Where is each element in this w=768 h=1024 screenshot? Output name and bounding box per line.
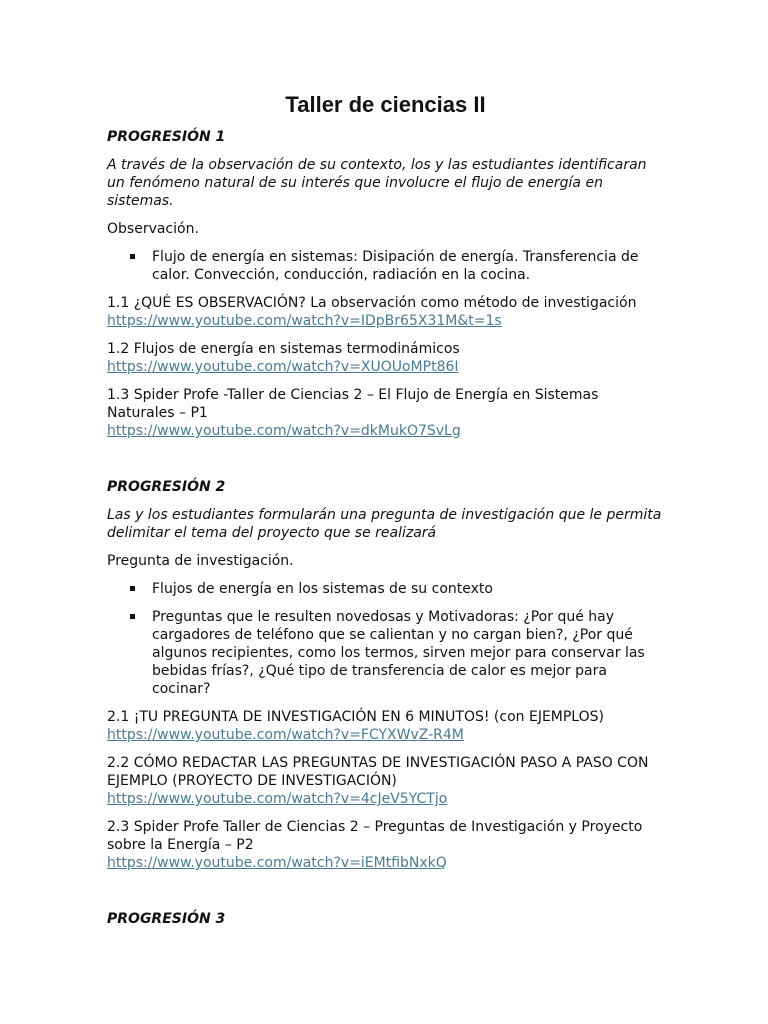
resource-item <box>107 754 667 808</box>
progression-1-section <box>107 128 667 440</box>
resource-item <box>107 818 667 872</box>
resource-item <box>107 386 667 440</box>
resource-title: 2.3 Spider Profe Taller de Ciencias 2 – Preguntas de Investigación y Proyecto sobre la Energía – P2 <box>107 819 643 853</box>
bullet-list <box>107 580 667 698</box>
progression-heading: PROGRESIÓN 2 <box>107 479 226 495</box>
progression-intro: A través de la observación de su contexto, los y las estudiantes identificaran un fenómeno natural de su interés que involucre el flujo de energía en sistemas. <box>107 157 647 209</box>
resource-title: 1.2 Flujos de energía en sistemas termodinámicos <box>107 341 460 357</box>
progression-3-section <box>107 910 667 928</box>
bullet-item: Flujo de energía en sistemas: Disipación de energía. Transferencia de calor. Convección, conducción, radiación en la cocina. <box>107 248 667 284</box>
bullet-item: Preguntas que le resulten novedosas y Motivadoras: ¿Por qué hay cargadores de teléfono que se calientan y no cargan bien?, ¿Por qué algunos recipientes, como los termos, sirven mejor para conservar las bebidas frías?, ¿Qué tipo de transferencia de calor es mejor para cocinar? <box>107 608 667 698</box>
progression-2-section <box>107 478 667 872</box>
resource-title: 2.2 CÓMO REDACTAR LAS PREGUNTAS DE INVESTIGACIÓN PASO A PASO CON EJEMPLO (PROYECTO DE INVESTIGACIÓN) <box>107 755 649 789</box>
progression-intro: Las y los estudiantes formularán una pregunta de investigación que le permita delimitar el tema del proyecto que se realizará <box>107 507 662 541</box>
progression-subtitle: Observación. <box>107 221 199 237</box>
resource-item <box>107 708 667 744</box>
section-spacer <box>107 882 667 910</box>
section-spacer <box>107 450 667 478</box>
resource-item <box>107 340 667 376</box>
resource-title: 1.3 Spider Profe -Taller de Ciencias 2 – El Flujo de Energía en Sistemas Naturales – P1 <box>107 387 599 421</box>
document-content <box>107 88 667 938</box>
document-title: Taller de ciencias II <box>285 92 486 117</box>
resource-title: 1.1 ¿QUÉ ES OBSERVACIÓN? La observación como método de investigación <box>107 295 637 311</box>
youtube-link[interactable]: https://www.youtube.com/watch?v=XUOUoMPt86I <box>107 359 459 375</box>
progression-heading: PROGRESIÓN 3 <box>107 911 226 927</box>
bullet-item: Flujos de energía en los sistemas de su contexto <box>107 580 667 598</box>
youtube-link[interactable]: https://www.youtube.com/watch?v=dkMukO7SvLg <box>107 423 461 439</box>
resource-title: 2.1 ¡TU PREGUNTA DE INVESTIGACIÓN EN 6 MINUTOS! (con EJEMPLOS) <box>107 709 604 725</box>
youtube-link[interactable]: https://www.youtube.com/watch?v=FCYXWvZ-R4M <box>107 727 464 743</box>
progression-subtitle: Pregunta de investigación. <box>107 553 294 569</box>
bullet-list <box>107 248 667 284</box>
youtube-link[interactable]: https://www.youtube.com/watch?v=IDpBr65X31M&t=1s <box>107 313 502 329</box>
youtube-link[interactable]: https://www.youtube.com/watch?v=iEMtfibNxkQ <box>107 855 447 871</box>
youtube-link[interactable]: https://www.youtube.com/watch?v=4cJeV5YCTjo <box>107 791 448 807</box>
progression-heading: PROGRESIÓN 1 <box>107 129 226 145</box>
resource-item <box>107 294 667 330</box>
